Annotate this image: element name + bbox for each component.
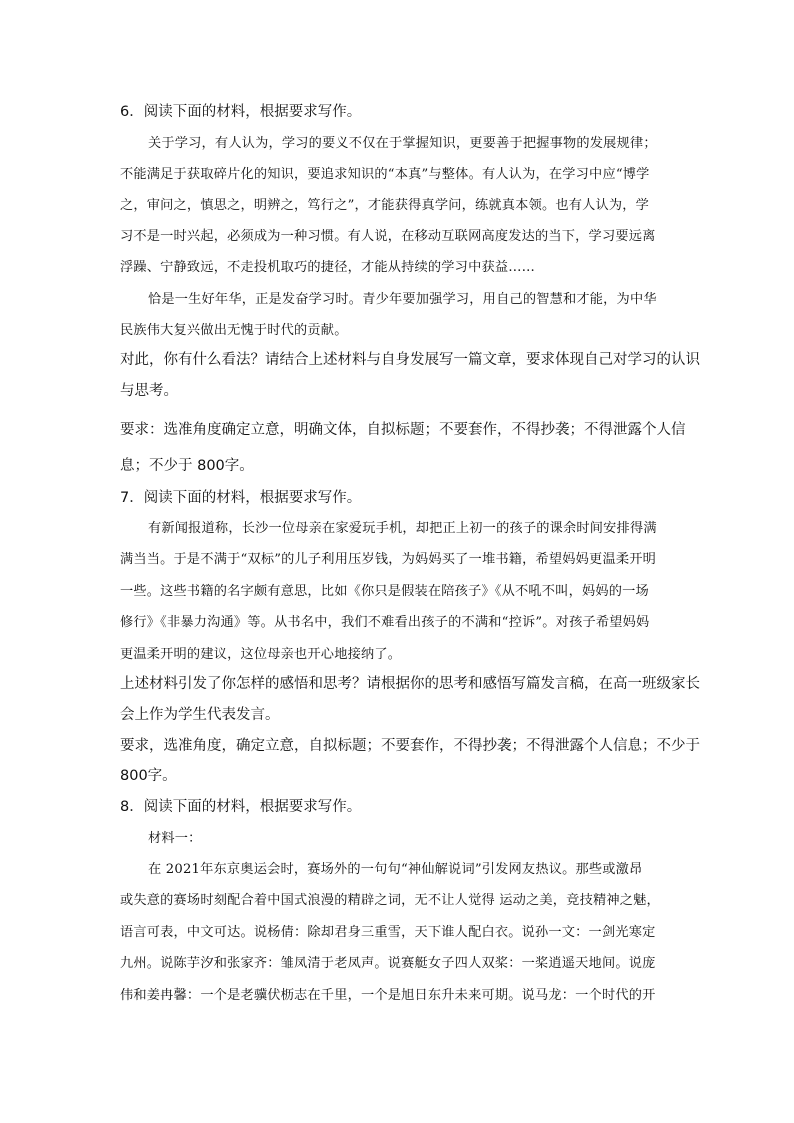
q8-material-line: 伟和姜冉馨：一个是老骥伏枥志在千里，一个是旭日东升未来可期。说马龙：一个时代的开 [120,988,656,1003]
q7-material-line: 一些。这些书籍的名字颇有意思，比如《你只是假装在陪孩子》《从不吼不叫，妈妈的一场 [120,584,649,599]
q6-requirement-line: 息；不少于 800字。 [120,458,254,474]
q7-requirement-line: 要求，选准角度，确定立意，自拟标题；不要套作，不得抄袭；不得泄露个人信息；不少于 [120,738,700,754]
q6-material-line: 习不是一时兴起，必须成为一种习惯。有人说，在移动互联网高度发达的当下，学习要远离 [120,229,656,244]
q8-material-line: 在 2021年东京奥运会时，赛场外的一句句“神仙解说词”引发网友热议。那些或激昂 [148,862,643,877]
q8-title: 8．阅读下面的材料，根据要求写作。 [120,799,362,815]
q6-material-line: 民族伟大复兴做出无愧于时代的贡献。 [120,323,348,338]
q8-material-heading: 材料一： [148,831,202,846]
q7-prompt-line: 会上作为学生代表发言。 [120,707,280,723]
q7-title: 7．阅读下面的材料，根据要求写作。 [120,490,362,506]
q6-prompt-line: 对此，你有什么看法？请结合上述材料与自身发展写一篇文章，要求体现自己对学习的认识 [120,352,700,368]
q6-title: 6．阅读下面的材料，根据要求写作。 [120,104,362,120]
q7-requirement-line: 800字。 [120,768,177,784]
q7-material-line: 满当当。于是不满于“双标”的儿子利用压岁钱，为妈妈买了一堆书籍，希望妈妈更温柔开明 [120,552,656,567]
q7-prompt-line: 上述材料引发了你怎样的感悟和思考？请根据你的思考和感悟写篇发言稿，在高一班级家长 [120,676,700,692]
q7-material-line: 有新闻报道称，长沙一位母亲在家爱玩手机，却把正上初一的孩子的课余时间安排得满 [148,521,657,536]
q6-material-line: 恰是一生好年华，正是发奋学习时。青少年要加强学习，用自己的智慧和才能，为中华 [148,292,657,307]
q7-material-line: 修行》《非暴力沟通》等。从书名中，我们不难看出孩子的不满和“控诉”。对孩子希望妈妈 [120,615,650,630]
q8-material-line: 九州。说陈芋汐和张家齐：雏凤清于老凤声。说赛艇女子四人双桨：一桨逍遥天地间。说庞 [120,956,656,971]
q6-material-line: 关于学习，有人认为，学习的要义不仅在于掌握知识，更要善于把握事物的发展规律； [148,136,657,151]
q6-material-line: 浮躁、宁静致远，不走投机取巧的捷径，才能从持续的学习中获益…… [120,260,536,275]
q6-requirement-line: 要求：选准角度确定立意，明确文体，自拟标题；不要套作，不得抄袭；不得泄露个人信 [120,422,686,438]
q8-material-line: 语言可表，中文可达。说杨倩：除却君身三重雪，天下谁人配白衣。说孙一文：一剑光寒定 [120,925,656,940]
q6-material-line: 之，审问之，慎思之，明辨之，笃行之”，才能获得真学问，练就真本领。也有人认为，学 [120,198,650,213]
q7-material-line: 更温柔开明的建议，这位母亲也开心地接纳了。 [120,647,402,662]
q6-prompt-line: 与思考。 [120,383,178,399]
q8-material-line: 或失意的赛场时刻配合着中国式浪漫的精辟之词，无不让人觉得 运动之美，竞技精神之魅， [120,893,660,908]
q6-material-line: 不能满足于获取碎片化的知识，要追求知识的“本真”与整体。有人认为，在学习中应“博学 [120,167,650,182]
